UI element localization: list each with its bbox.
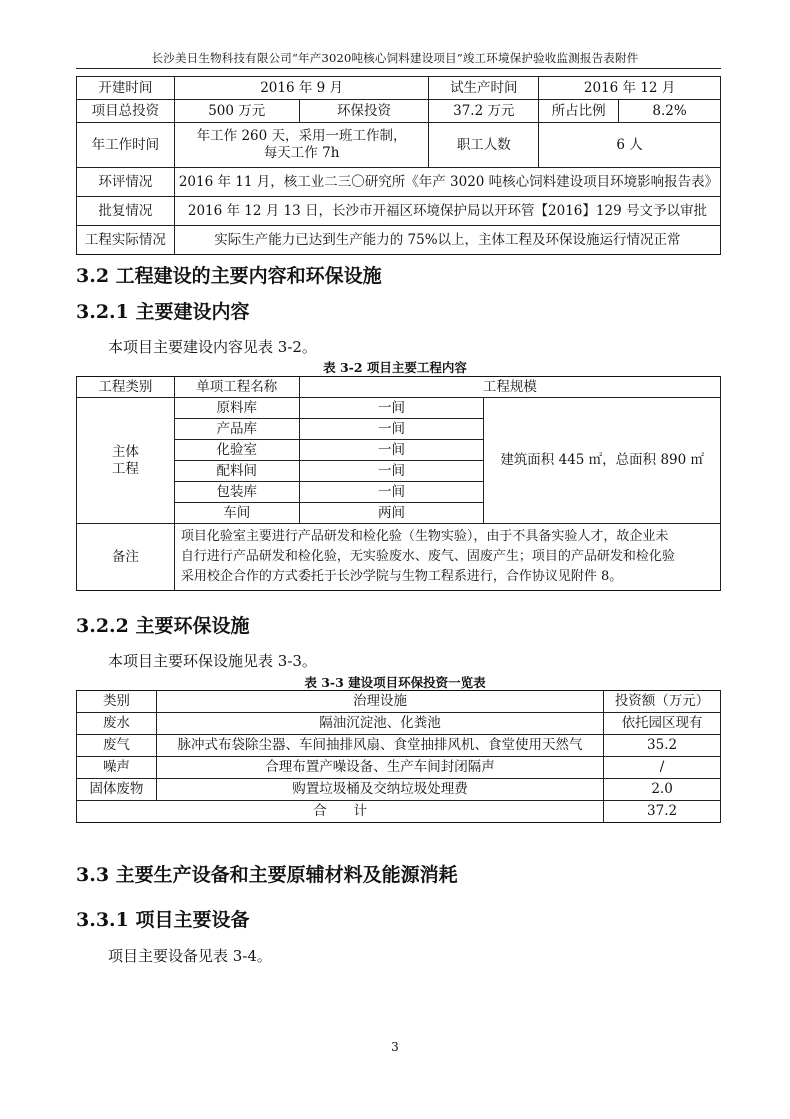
- table-row-amount: /: [604, 757, 721, 779]
- table-row-name: 化验室: [174, 440, 299, 461]
- total-label: 合 计: [77, 801, 604, 823]
- section-3-3-1-paragraph: 项目主要设备见表 3-4。: [108, 947, 272, 965]
- table-row-qty: 一间: [299, 461, 484, 482]
- table-row-type: 噪声: [77, 757, 157, 779]
- section-3-2-1-heading: 3.2.1 主要建设内容: [76, 301, 250, 323]
- page-header: 长沙美日生物科技有限公司“年产3020吨核心饲料建设项目”竣工环境保护验收监测报告表附件: [151, 51, 639, 65]
- note-line-1: 项目化验室主要进行产品研发和检化验（生物实验），由于不具备实验人才，故企业未: [180, 528, 669, 544]
- table-row-facility: 合理布置产噪设备、生产车间封闭隔声: [156, 757, 603, 779]
- env-invest-value: 37.2 万元: [429, 100, 539, 123]
- table-row-name: 产品库: [174, 419, 299, 440]
- header-amount: 投资额（万元）: [604, 691, 721, 713]
- env-invest-label: 环保投资: [299, 100, 429, 123]
- staff-value: 6 人: [539, 123, 721, 168]
- trial-label: 试生产时间: [429, 77, 539, 100]
- eia-value: 2016 年 11 月，核工业二三〇研究所《年产 3020 吨核心饲料建设项目环境影响报告表》: [174, 168, 720, 197]
- eia-label: 环评情况: [77, 168, 175, 197]
- section-3-2-2-heading: 3.2.2 主要环保设施: [76, 615, 250, 637]
- table-row-facility: 购置垃圾桶及交纳垃圾处理费: [156, 779, 603, 801]
- scale-value: 建筑面积 445 ㎡，总面积 890 ㎡: [484, 398, 721, 524]
- table-row-amount: 2.0: [604, 779, 721, 801]
- actual-value: 实际生产能力已达到生产能力的 75%以上，主体工程及环保设施运行情况正常: [174, 226, 720, 255]
- category-line-1: 主体: [111, 443, 139, 460]
- table-3-3-caption: 表 3-3 建设项目环保投资一览表: [304, 675, 486, 690]
- header-facility: 治理设施: [156, 691, 603, 713]
- table-row-type: 废水: [77, 713, 157, 735]
- note-text: [174, 524, 720, 591]
- worktime-line-1: 年工作 260 天，采用一班工作制，: [196, 128, 407, 145]
- header-rule: [76, 68, 721, 69]
- total-value: 37.2: [604, 801, 721, 823]
- start-label: 开建时间: [77, 77, 175, 100]
- table-row-name: 配料间: [174, 461, 299, 482]
- section-3-2-1-paragraph: 本项目主要建设内容见表 3-2。: [108, 338, 317, 356]
- worktime-line-2: 每天工作 7h: [263, 145, 340, 161]
- table-3-2-caption: 表 3-2 项目主要工程内容: [323, 360, 467, 375]
- actual-label: 工程实际情况: [77, 226, 175, 255]
- invest-label: 项目总投资: [77, 100, 175, 123]
- note-label: 备注: [77, 524, 175, 591]
- table-row-type: 固体废物: [77, 779, 157, 801]
- invest-value: 500 万元: [174, 100, 299, 123]
- table-row-amount: 依托园区现有: [604, 713, 721, 735]
- header-scale: 工程规模: [299, 377, 720, 398]
- note-line-2: 自行进行产品研发和检化验，无实验废水、废气、固废产生；项目的产品研发和检化验: [180, 548, 675, 564]
- project-info-table: [76, 76, 721, 255]
- section-3-2-2-paragraph: 本项目主要环保设施见表 3-3。: [108, 652, 317, 670]
- section-3-3-1-heading: 3.3.1 项目主要设备: [76, 909, 250, 931]
- start-value: 2016 年 9 月: [174, 77, 429, 100]
- table-row-facility: 脉冲式布袋除尘器、车间抽排风扇、食堂抽排风机、食堂使用天然气: [156, 735, 603, 757]
- page-number: 3: [391, 1040, 399, 1054]
- table-row-qty: 一间: [299, 419, 484, 440]
- section-3-3-heading: 3.3 主要生产设备和主要原辅材料及能源消耗: [76, 864, 458, 886]
- header-category: 工程类别: [77, 377, 175, 398]
- approval-label: 批复情况: [77, 197, 175, 226]
- category-line-2: 工程: [111, 460, 139, 477]
- table-row-name: 车间: [174, 503, 299, 524]
- ratio-value: 8.2%: [619, 100, 721, 123]
- table-row-name: 包装库: [174, 482, 299, 503]
- ratio-label: 所占比例: [539, 100, 619, 123]
- staff-label: 职工人数: [429, 123, 539, 168]
- header-type: 类别: [77, 691, 157, 713]
- table-row-qty: 一间: [299, 440, 484, 461]
- note-line-3: 采用校企合作的方式委托于长沙学院与生物工程系进行，合作协议见附件 8。: [180, 569, 623, 585]
- header-item-name: 单项工程名称: [174, 377, 299, 398]
- table-row-name: 原料库: [174, 398, 299, 419]
- table-row-qty: 一间: [299, 398, 484, 419]
- table-row-qty: 一间: [299, 482, 484, 503]
- table-row-facility: 隔油沉淀池、化粪池: [156, 713, 603, 735]
- table-row-type: 废气: [77, 735, 157, 757]
- table-row-qty: 两间: [299, 503, 484, 524]
- main-works-table: [76, 376, 721, 591]
- env-investment-table: [76, 690, 721, 823]
- category-main-works: [77, 398, 175, 524]
- trial-value: 2016 年 12 月: [539, 77, 721, 100]
- section-3-2-heading: 3.2 工程建设的主要内容和环保设施: [76, 265, 382, 287]
- worktime-label: 年工作时间: [77, 123, 175, 168]
- approval-value: 2016 年 12 月 13 日，长沙市开福区环境保护局以开环管【2016】129 号文予以审批: [174, 197, 720, 226]
- table-row-amount: 35.2: [604, 735, 721, 757]
- worktime-value: [174, 123, 429, 168]
